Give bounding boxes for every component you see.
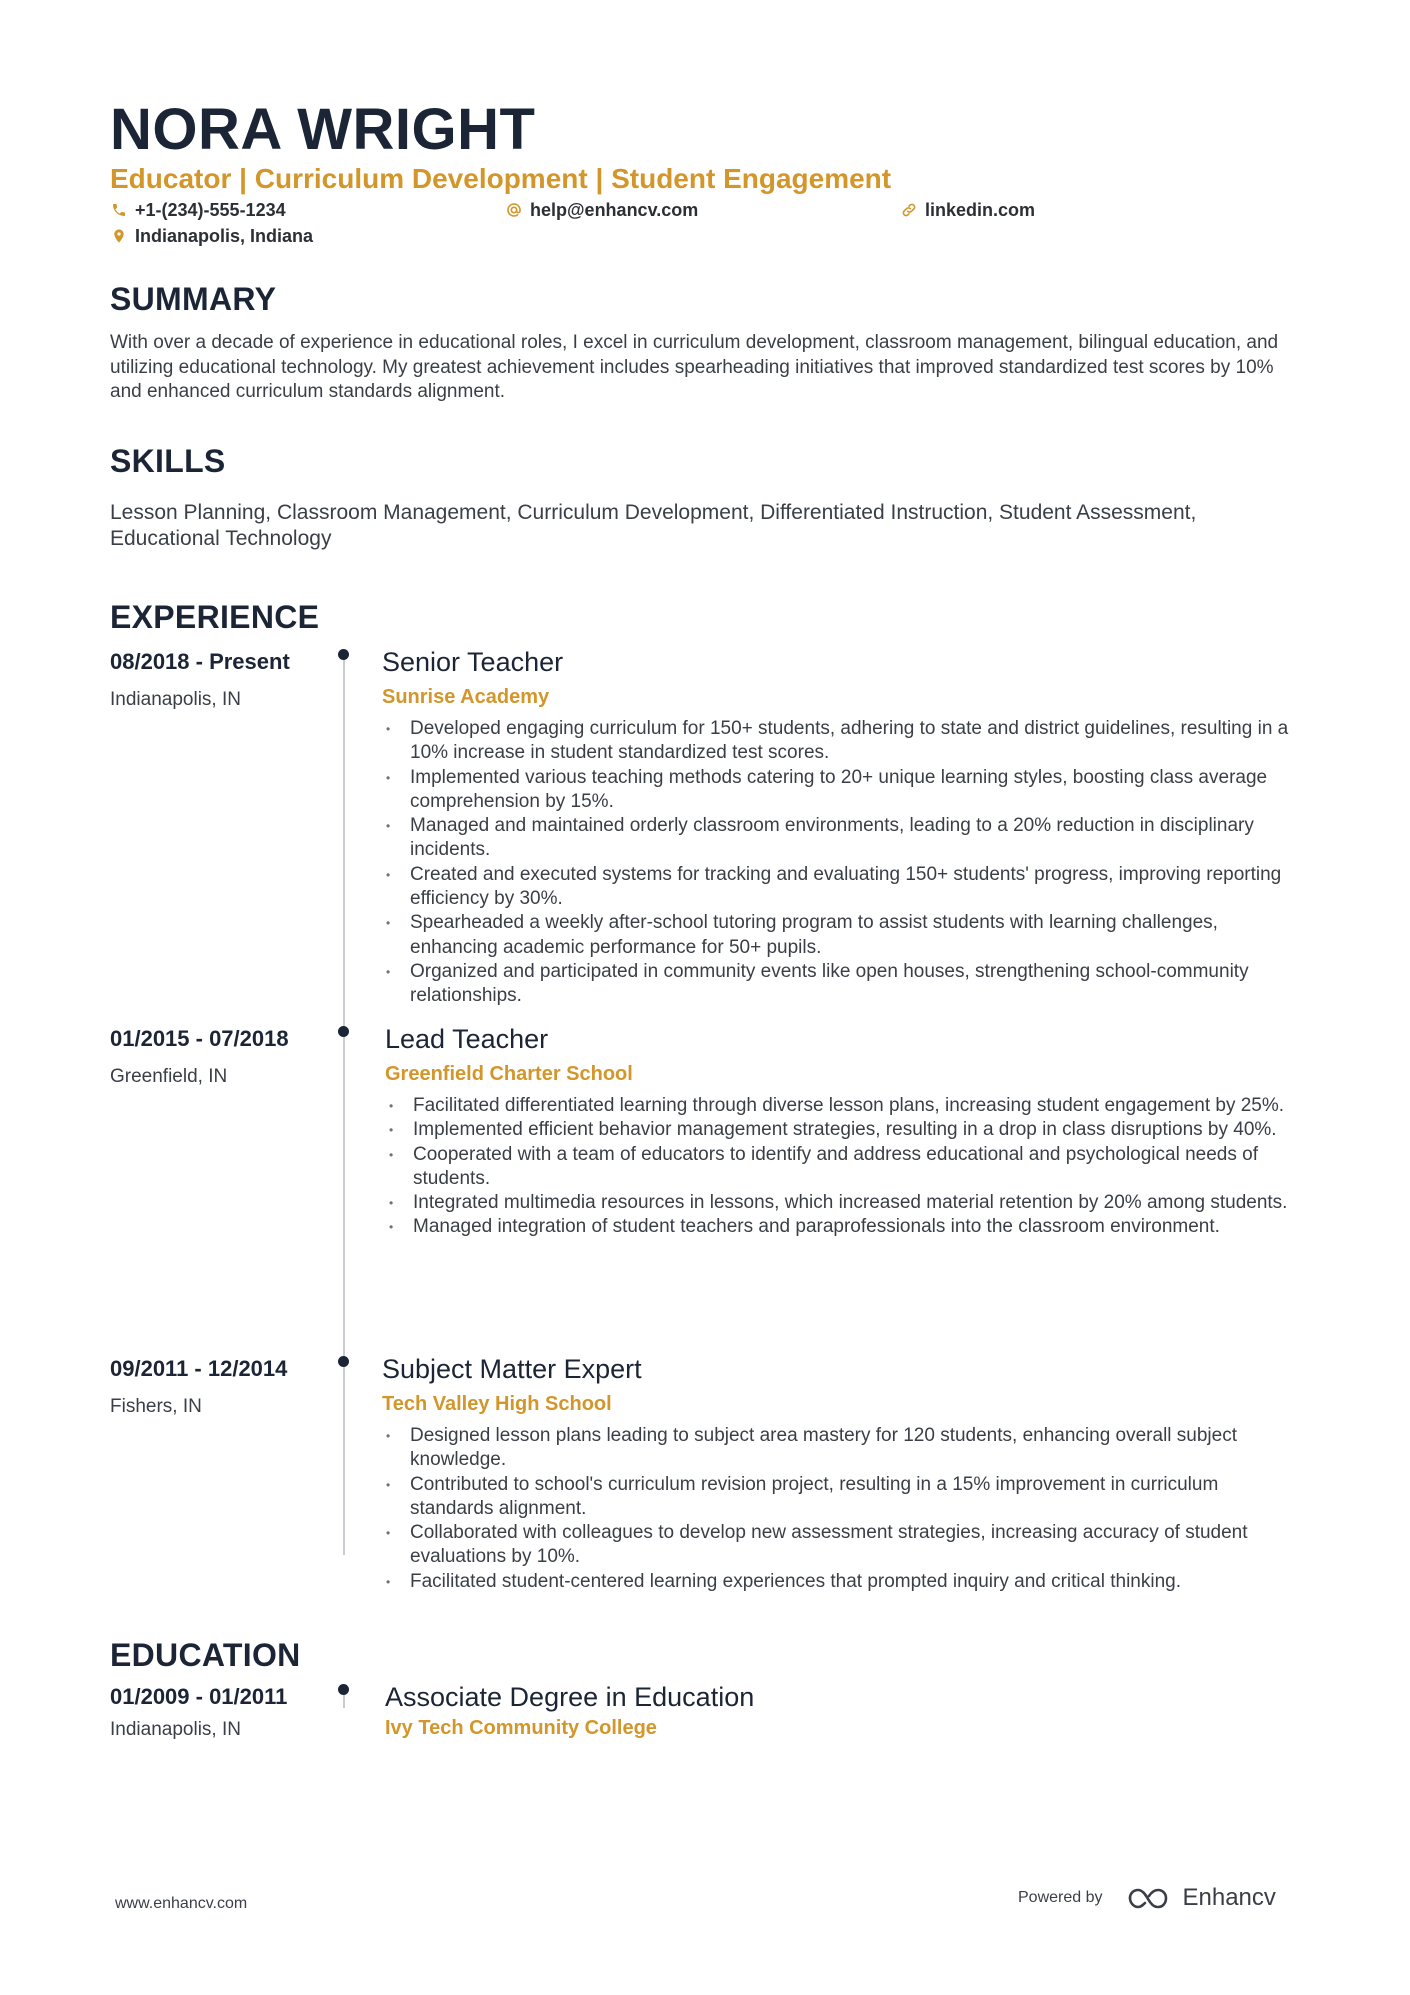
bullet-item: • Collaborated with colleagues to develop new assessment strategies, increasing accuracy of student evaluations by 10%. — [382, 1521, 1307, 1570]
footer-site-link[interactable]: www.enhancv.com — [115, 1895, 248, 1912]
timeline-dot — [338, 1684, 349, 1695]
footer-branding — [1018, 1884, 1276, 1912]
bullet-item: • Managed and maintained orderly classroom environments, leading to a 20% reduction in disciplinary incidents. — [382, 814, 1302, 863]
degree-title: Associate Degree in Education — [385, 1682, 755, 1712]
job-bullets — [385, 1094, 1305, 1240]
bullet-item: • Cooperated with a team of educators to identify and address educational and psychological needs of students. — [385, 1143, 1305, 1192]
bullet-item: • Developed engaging curriculum for 150+ students, adhering to state and district guidelines, resulting in a 10% increase in student standardized test scores. — [382, 717, 1302, 766]
job-date: 08/2018 - Present — [110, 649, 290, 674]
job-title: Lead Teacher — [385, 1024, 549, 1054]
link-text: linkedin.com — [925, 200, 1036, 220]
education-date: 01/2009 - 01/2011 — [110, 1684, 288, 1709]
contact-phone — [110, 199, 286, 221]
skills-text: Lesson Planning, Classroom Management, Curriculum Development, Differentiated Instruction, Student Assessment, Educational Technology — [110, 501, 1197, 550]
location-text: Indianapolis, Indiana — [135, 226, 314, 246]
job-bullets — [382, 717, 1302, 1009]
phone-icon — [110, 201, 128, 219]
bullet-item: • Integrated multimedia resources in lessons, which increased material retention by 20% among students. — [385, 1191, 1305, 1215]
contact-location — [110, 225, 313, 247]
job-location: Fishers, IN — [110, 1396, 202, 1417]
timeline-dot — [338, 1026, 349, 1037]
summary-text: With over a decade of experience in educational roles, I excel in curriculum development, classroom management, bilingual education, and utilizing educational technology. My greatest achievement includes spearheading initiatives that improved standardized test scores by 10% and enhanced curriculum standards alignment. — [110, 332, 1279, 402]
contact-link[interactable] — [900, 199, 1035, 221]
bullet-item: • Managed integration of student teachers and paraprofessionals into the classroom environment. — [385, 1215, 1305, 1239]
at-icon — [505, 201, 523, 219]
education-location: Indianapolis, IN — [110, 1719, 241, 1740]
job-employer: Sunrise Academy — [382, 686, 550, 708]
phone-text: +1-(234)-555-1234 — [135, 200, 286, 220]
job-employer: Greenfield Charter School — [385, 1063, 633, 1085]
job-location: Indianapolis, IN — [110, 689, 241, 710]
bullet-item: • Organized and participated in community events like open houses, strengthening school-community relationships. — [382, 960, 1302, 1009]
job-date: 01/2015 - 07/2018 — [110, 1026, 289, 1051]
bullet-item: • Facilitated differentiated learning through diverse lesson plans, increasing student engagement by 25%. — [385, 1094, 1305, 1118]
bullet-item: • Contributed to school's curriculum revision project, resulting in a 15% improvement in curriculum standards alignment. — [382, 1473, 1307, 1522]
timeline-dot — [338, 1356, 349, 1367]
school-name: Ivy Tech Community College — [385, 1717, 657, 1739]
enhancv-logo-icon — [1127, 1884, 1173, 1912]
bullet-item: • Implemented efficient behavior management strategies, resulting in a drop in class disruptions by 40%. — [385, 1118, 1305, 1142]
headline: Educator | Curriculum Development | Student Engagement — [110, 163, 892, 194]
brand-logo[interactable] — [1127, 1884, 1276, 1912]
contact-email[interactable] — [505, 199, 698, 221]
bullet-item: • Facilitated student-centered learning experiences that prompted inquiry and critical thinking. — [382, 1570, 1307, 1594]
bullet-item: • Spearheaded a weekly after-school tutoring program to assist students with learning challenges, enhancing academic performance for 50+ pupils. — [382, 911, 1302, 960]
summary-heading: SUMMARY — [110, 281, 277, 317]
job-date: 09/2011 - 12/2014 — [110, 1356, 288, 1381]
job-location: Greenfield, IN — [110, 1066, 228, 1087]
powered-by-label: Powered by — [1018, 1889, 1103, 1906]
job-title: Senior Teacher — [382, 647, 564, 677]
experience-heading: EXPERIENCE — [110, 599, 320, 635]
job-employer: Tech Valley High School — [382, 1393, 612, 1415]
bullet-item: • Designed lesson plans leading to subject area mastery for 120 students, enhancing overall subject knowledge. — [382, 1424, 1307, 1473]
email-text: help@enhancv.com — [530, 200, 699, 220]
timeline-line — [343, 655, 345, 1555]
candidate-name: NORA WRIGHT — [110, 97, 536, 162]
education-heading: EDUCATION — [110, 1637, 301, 1673]
job-title: Subject Matter Expert — [382, 1354, 642, 1384]
job-bullets — [382, 1424, 1307, 1594]
link-icon — [900, 201, 918, 219]
bullet-item: • Created and executed systems for tracking and evaluating 150+ students' progress, improving reporting efficiency by 30%. — [382, 863, 1302, 912]
bullet-item: • Implemented various teaching methods catering to 20+ unique learning styles, boosting class average comprehension by 15%. — [382, 766, 1302, 815]
location-pin-icon — [110, 227, 128, 245]
skills-heading: SKILLS — [110, 443, 226, 479]
timeline-dot — [338, 649, 349, 660]
brand-name: Enhancv — [1182, 1884, 1276, 1911]
